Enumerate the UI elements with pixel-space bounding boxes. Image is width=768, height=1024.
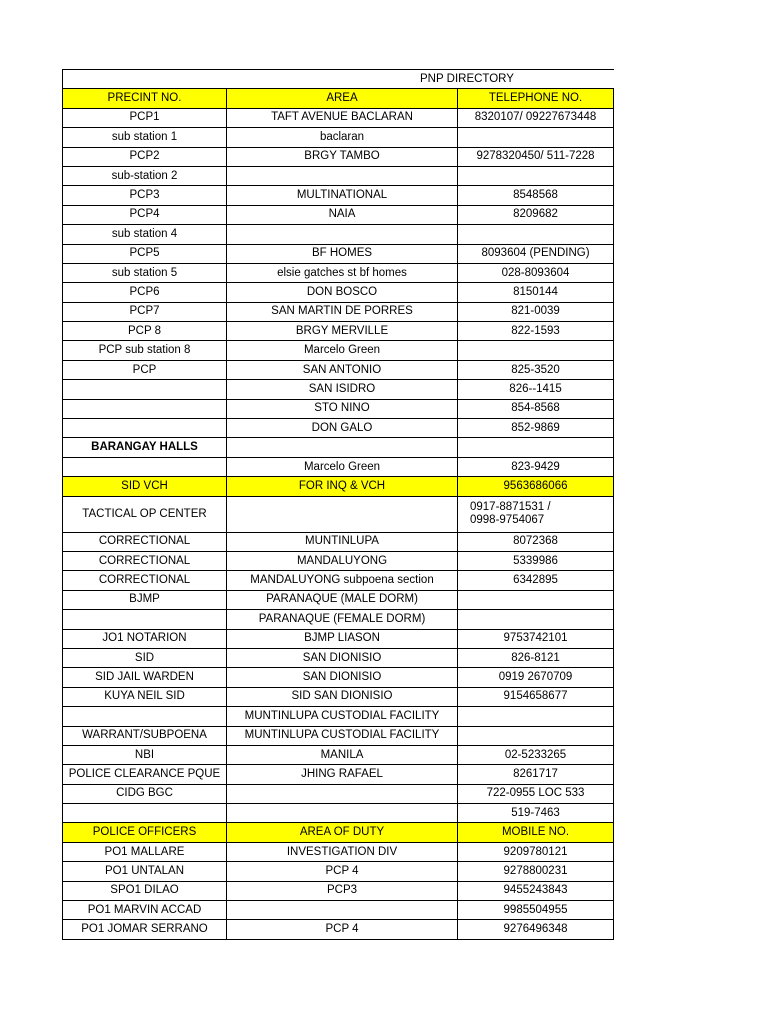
table-row: [63, 244, 614, 263]
area-cell: SAN ISIDRO: [227, 380, 458, 399]
directory-sheet: [62, 69, 613, 940]
precinct-cell: POLICE CLEARANCE PQUE: [63, 765, 227, 784]
precinct-cell: [63, 804, 227, 823]
telephone-cell: 8320107/ 09227673448: [458, 108, 614, 127]
area-cell: [227, 496, 458, 532]
telephone-cell: 9209780121: [458, 842, 614, 861]
table-row: [63, 166, 614, 185]
precinct-cell: CIDG BGC: [63, 784, 227, 803]
table-row: [63, 225, 614, 244]
precinct-cell: CORRECTIONAL: [63, 551, 227, 570]
area-cell: [227, 804, 458, 823]
precinct-cell: PCP7: [63, 302, 227, 321]
telephone-cell: [458, 590, 614, 609]
area-cell: baclaran: [227, 128, 458, 147]
table-row: [63, 784, 614, 803]
precinct-cell: BJMP: [63, 590, 227, 609]
area-cell: SAN DIONISIO: [227, 648, 458, 667]
table-row: [63, 496, 614, 532]
table-row: [63, 399, 614, 418]
area-cell: [227, 438, 458, 457]
area-cell: SAN ANTONIO: [227, 360, 458, 379]
telephone-cell: 852-9869: [458, 419, 614, 438]
precinct-cell: PO1 JOMAR SERRANO: [63, 920, 227, 939]
telephone-cell: [458, 166, 614, 185]
telephone-cell: [458, 341, 614, 360]
area-cell: AREA: [227, 89, 458, 108]
area-cell: Marcelo Green: [227, 341, 458, 360]
precinct-cell: PCP5: [63, 244, 227, 263]
telephone-cell: [458, 128, 614, 147]
precinct-cell: PCP4: [63, 205, 227, 224]
area-cell: JHING RAFAEL: [227, 765, 458, 784]
area-cell: [227, 225, 458, 244]
area-cell: Marcelo Green: [227, 457, 458, 476]
telephone-cell: [458, 707, 614, 726]
telephone-cell: [458, 438, 614, 457]
table-row: [63, 186, 614, 205]
precinct-cell: [63, 380, 227, 399]
precinct-cell: sub station 4: [63, 225, 227, 244]
area-cell: PCP 4: [227, 862, 458, 881]
area-cell: [227, 784, 458, 803]
telephone-cell: 826--1415: [458, 380, 614, 399]
table-row: [63, 726, 614, 745]
precinct-cell: [63, 707, 227, 726]
table-row: [63, 360, 614, 379]
telephone-cell: 0917-8871531 / 0998-9754067: [458, 496, 614, 532]
table-row: [63, 147, 614, 166]
telephone-cell: 9455243843: [458, 881, 614, 900]
table-row: [63, 610, 614, 629]
precinct-cell: SID JAIL WARDEN: [63, 668, 227, 687]
telephone-cell: 9278800231: [458, 862, 614, 881]
telephone-cell: [458, 610, 614, 629]
area-cell: AREA OF DUTY: [227, 823, 458, 842]
table-row: [63, 108, 614, 127]
table-row: [63, 648, 614, 667]
page-title: PNP DIRECTORY: [420, 72, 514, 85]
area-cell: BRGY TAMBO: [227, 147, 458, 166]
directory-table-body: [63, 70, 614, 940]
telephone-cell: 8072368: [458, 532, 614, 551]
telephone-cell: 02-5233265: [458, 745, 614, 764]
area-cell: PARANAQUE (FEMALE DORM): [227, 610, 458, 629]
area-cell: BJMP LIASON: [227, 629, 458, 648]
table-row: [63, 302, 614, 321]
telephone-cell: TELEPHONE NO.: [458, 89, 614, 108]
precinct-cell: [63, 419, 227, 438]
telephone-cell: 028-8093604: [458, 263, 614, 282]
precinct-cell: SID VCH: [63, 477, 227, 496]
area-cell: PCP3: [227, 881, 458, 900]
telephone-cell: 6342895: [458, 571, 614, 590]
precinct-cell: CORRECTIONAL: [63, 571, 227, 590]
telephone-cell: 8209682: [458, 205, 614, 224]
precinct-cell: PCP1: [63, 108, 227, 127]
telephone-cell: 8548568: [458, 186, 614, 205]
table-row: [63, 862, 614, 881]
table-row: [63, 283, 614, 302]
area-cell: SAN DIONISIO: [227, 668, 458, 687]
telephone-cell: 822-1593: [458, 322, 614, 341]
table-row: [63, 438, 614, 457]
area-cell: STO NINO: [227, 399, 458, 418]
area-cell: MUNTINLUPA: [227, 532, 458, 551]
telephone-cell: [458, 225, 614, 244]
precinct-cell: sub station 1: [63, 128, 227, 147]
precinct-cell: PO1 UNTALAN: [63, 862, 227, 881]
table-row: [63, 629, 614, 648]
table-row: [63, 571, 614, 590]
table-row: [63, 205, 614, 224]
telephone-cell: 519-7463: [458, 804, 614, 823]
precinct-cell: [63, 457, 227, 476]
area-cell: MUNTINLUPA CUSTODIAL FACILITY: [227, 707, 458, 726]
precinct-cell: [63, 610, 227, 629]
telephone-cell: 8093604 (PENDING): [458, 244, 614, 263]
table-row: [63, 590, 614, 609]
precinct-cell: sub station 5: [63, 263, 227, 282]
telephone-cell: 9278320450/ 511-7228: [458, 147, 614, 166]
telephone-cell: 0919 2670709: [458, 668, 614, 687]
precinct-cell: PCP 8: [63, 322, 227, 341]
precinct-cell: PRECINT NO.: [63, 89, 227, 108]
area-cell: SID SAN DIONISIO: [227, 687, 458, 706]
area-cell: [227, 901, 458, 920]
telephone-cell: [458, 726, 614, 745]
precinct-cell: WARRANT/SUBPOENA: [63, 726, 227, 745]
telephone-cell: 9753742101: [458, 629, 614, 648]
telephone-cell: 854-8568: [458, 399, 614, 418]
area-cell: FOR INQ & VCH: [227, 477, 458, 496]
table-row: [63, 901, 614, 920]
precinct-cell: SPO1 DILAO: [63, 881, 227, 900]
highlight-row: [63, 823, 614, 842]
area-cell: elsie gatches st bf homes: [227, 263, 458, 282]
telephone-cell: MOBILE NO.: [458, 823, 614, 842]
telephone-cell: 9985504955: [458, 901, 614, 920]
area-cell: [227, 166, 458, 185]
highlight-row: [63, 477, 614, 496]
area-cell: BRGY MERVILLE: [227, 322, 458, 341]
telephone-cell: 826-8121: [458, 648, 614, 667]
precinct-cell: TACTICAL OP CENTER: [63, 496, 227, 532]
table-row: [63, 341, 614, 360]
telephone-cell: 9154658677: [458, 687, 614, 706]
area-cell: MANILA: [227, 745, 458, 764]
table-row: [63, 745, 614, 764]
table-row: [63, 532, 614, 551]
table-row: [63, 380, 614, 399]
precinct-cell: CORRECTIONAL: [63, 532, 227, 551]
area-cell: NAIA: [227, 205, 458, 224]
precinct-cell: PCP sub station 8: [63, 341, 227, 360]
table-row: [63, 668, 614, 687]
precinct-cell: KUYA NEIL SID: [63, 687, 227, 706]
table-row: [63, 687, 614, 706]
precinct-cell: JO1 NOTARION: [63, 629, 227, 648]
table-row: [63, 322, 614, 341]
telephone-cell: 823-9429: [458, 457, 614, 476]
area-cell: DON BOSCO: [227, 283, 458, 302]
telephone-cell: 821-0039: [458, 302, 614, 321]
precinct-cell: NBI: [63, 745, 227, 764]
area-cell: PARANAQUE (MALE DORM): [227, 590, 458, 609]
precinct-cell: BARANGAY HALLS: [63, 438, 227, 457]
area-cell: DON GALO: [227, 419, 458, 438]
area-cell: MULTINATIONAL: [227, 186, 458, 205]
highlight-row: [63, 89, 614, 108]
precinct-cell: PCP2: [63, 147, 227, 166]
area-cell: MANDALUYONG subpoena section: [227, 571, 458, 590]
precinct-cell: POLICE OFFICERS: [63, 823, 227, 842]
precinct-cell: sub-station 2: [63, 166, 227, 185]
telephone-cell: 5339986: [458, 551, 614, 570]
telephone-cell: 825-3520: [458, 360, 614, 379]
area-cell: MANDALUYONG: [227, 551, 458, 570]
precinct-cell: PCP6: [63, 283, 227, 302]
precinct-cell: SID: [63, 648, 227, 667]
table-row: [63, 551, 614, 570]
area-cell: TAFT AVENUE BACLARAN: [227, 108, 458, 127]
area-cell: BF HOMES: [227, 244, 458, 263]
telephone-cell: 722-0955 LOC 533: [458, 784, 614, 803]
area-cell: MUNTINLUPA CUSTODIAL FACILITY: [227, 726, 458, 745]
table-row: [63, 707, 614, 726]
precinct-cell: PO1 MALLARE: [63, 842, 227, 861]
table-row: [63, 842, 614, 861]
title-row: [63, 70, 614, 89]
table-row: [63, 920, 614, 939]
table-row: [63, 457, 614, 476]
directory-table: [62, 69, 614, 940]
table-row: [63, 128, 614, 147]
area-cell: INVESTIGATION DIV: [227, 842, 458, 861]
area-cell: PCP 4: [227, 920, 458, 939]
precinct-cell: PCP3: [63, 186, 227, 205]
telephone-cell: 9563686066: [458, 477, 614, 496]
precinct-cell: PCP: [63, 360, 227, 379]
title-cell: [63, 70, 614, 89]
telephone-cell: 8261717: [458, 765, 614, 784]
telephone-cell: 8150144: [458, 283, 614, 302]
table-row: [63, 804, 614, 823]
table-row: [63, 881, 614, 900]
telephone-cell: 9276496348: [458, 920, 614, 939]
table-row: [63, 765, 614, 784]
table-row: [63, 263, 614, 282]
area-cell: SAN MARTIN DE PORRES: [227, 302, 458, 321]
precinct-cell: [63, 399, 227, 418]
table-row: [63, 419, 614, 438]
precinct-cell: PO1 MARVIN ACCAD: [63, 901, 227, 920]
